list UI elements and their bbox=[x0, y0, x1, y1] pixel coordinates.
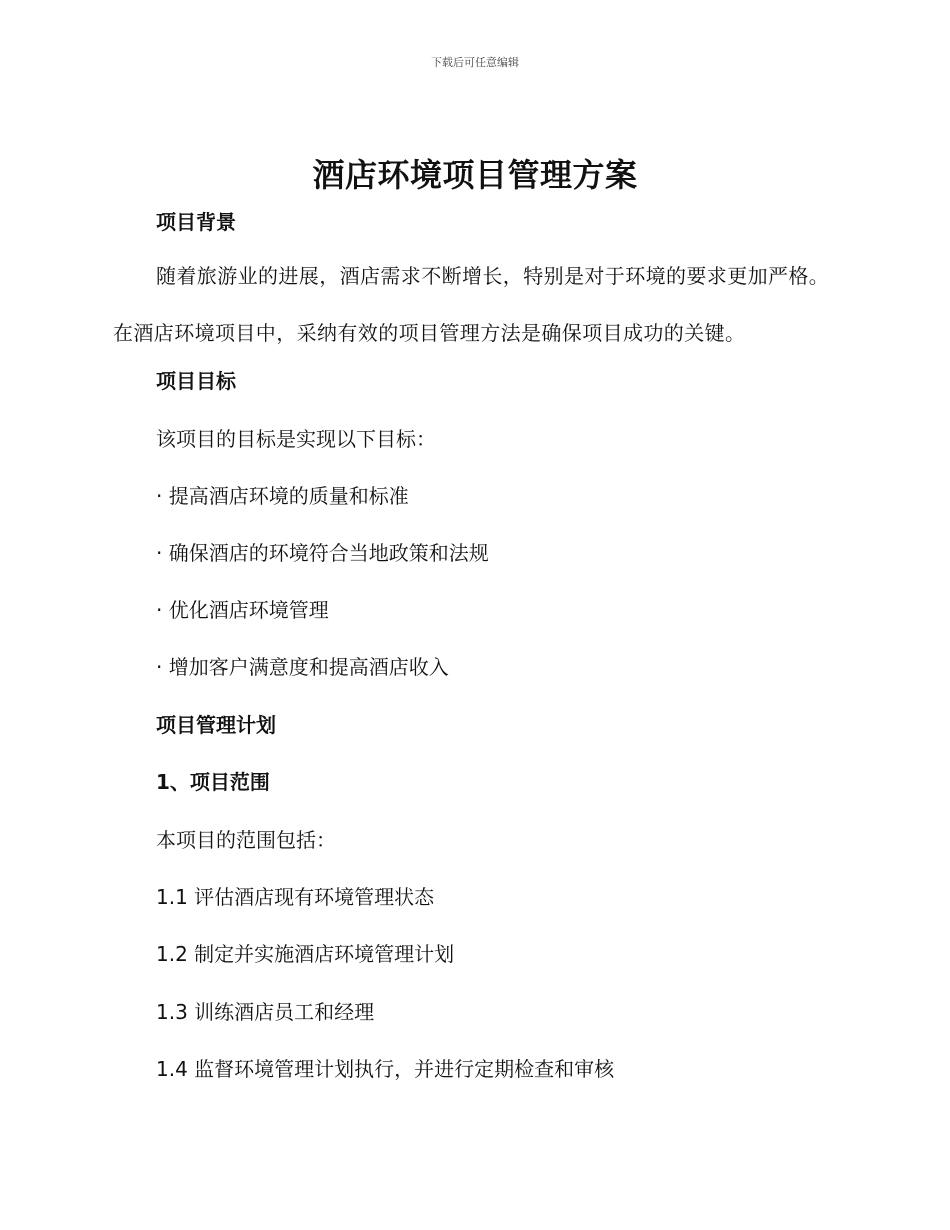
scope-intro: 本项目的范围包括： bbox=[156, 828, 336, 852]
goal-item: · 提高酒店环境的质量和标准 bbox=[156, 484, 409, 508]
header-note: 下载后可任意编辑 bbox=[431, 56, 519, 69]
section-heading-goals: 项目目标 bbox=[156, 369, 236, 393]
scope-item: 1.1 评估酒店现有环境管理状态 bbox=[156, 885, 435, 909]
section-heading-background: 项目背景 bbox=[156, 210, 236, 234]
scope-item: 1.4 监督环境管理计划执行，并进行定期检查和审核 bbox=[156, 1057, 615, 1081]
background-paragraph: 随着旅游业的进展，酒店需求不断增长，特别是对于环境的要求更加严格。在酒店环境项目中，采纳有效的项目管理方法是确保项目成功的关键。 bbox=[113, 264, 830, 345]
goal-item: · 增加客户满意度和提高酒店收入 bbox=[156, 655, 449, 679]
document-title: 酒店环境项目管理方案 bbox=[312, 156, 638, 194]
scope-item: 1.3 训练酒店员工和经理 bbox=[156, 1000, 375, 1024]
goal-item: · 优化酒店环境管理 bbox=[156, 598, 329, 622]
subsection-heading-scope: 1、项目范围 bbox=[156, 770, 270, 794]
goals-intro: 该项目的目标是实现以下目标： bbox=[156, 427, 436, 451]
scope-item: 1.2 制定并实施酒店环境管理计划 bbox=[156, 942, 455, 966]
goal-item: · 确保酒店的环境符合当地政策和法规 bbox=[156, 541, 489, 565]
section-heading-plan: 项目管理计划 bbox=[156, 713, 276, 737]
